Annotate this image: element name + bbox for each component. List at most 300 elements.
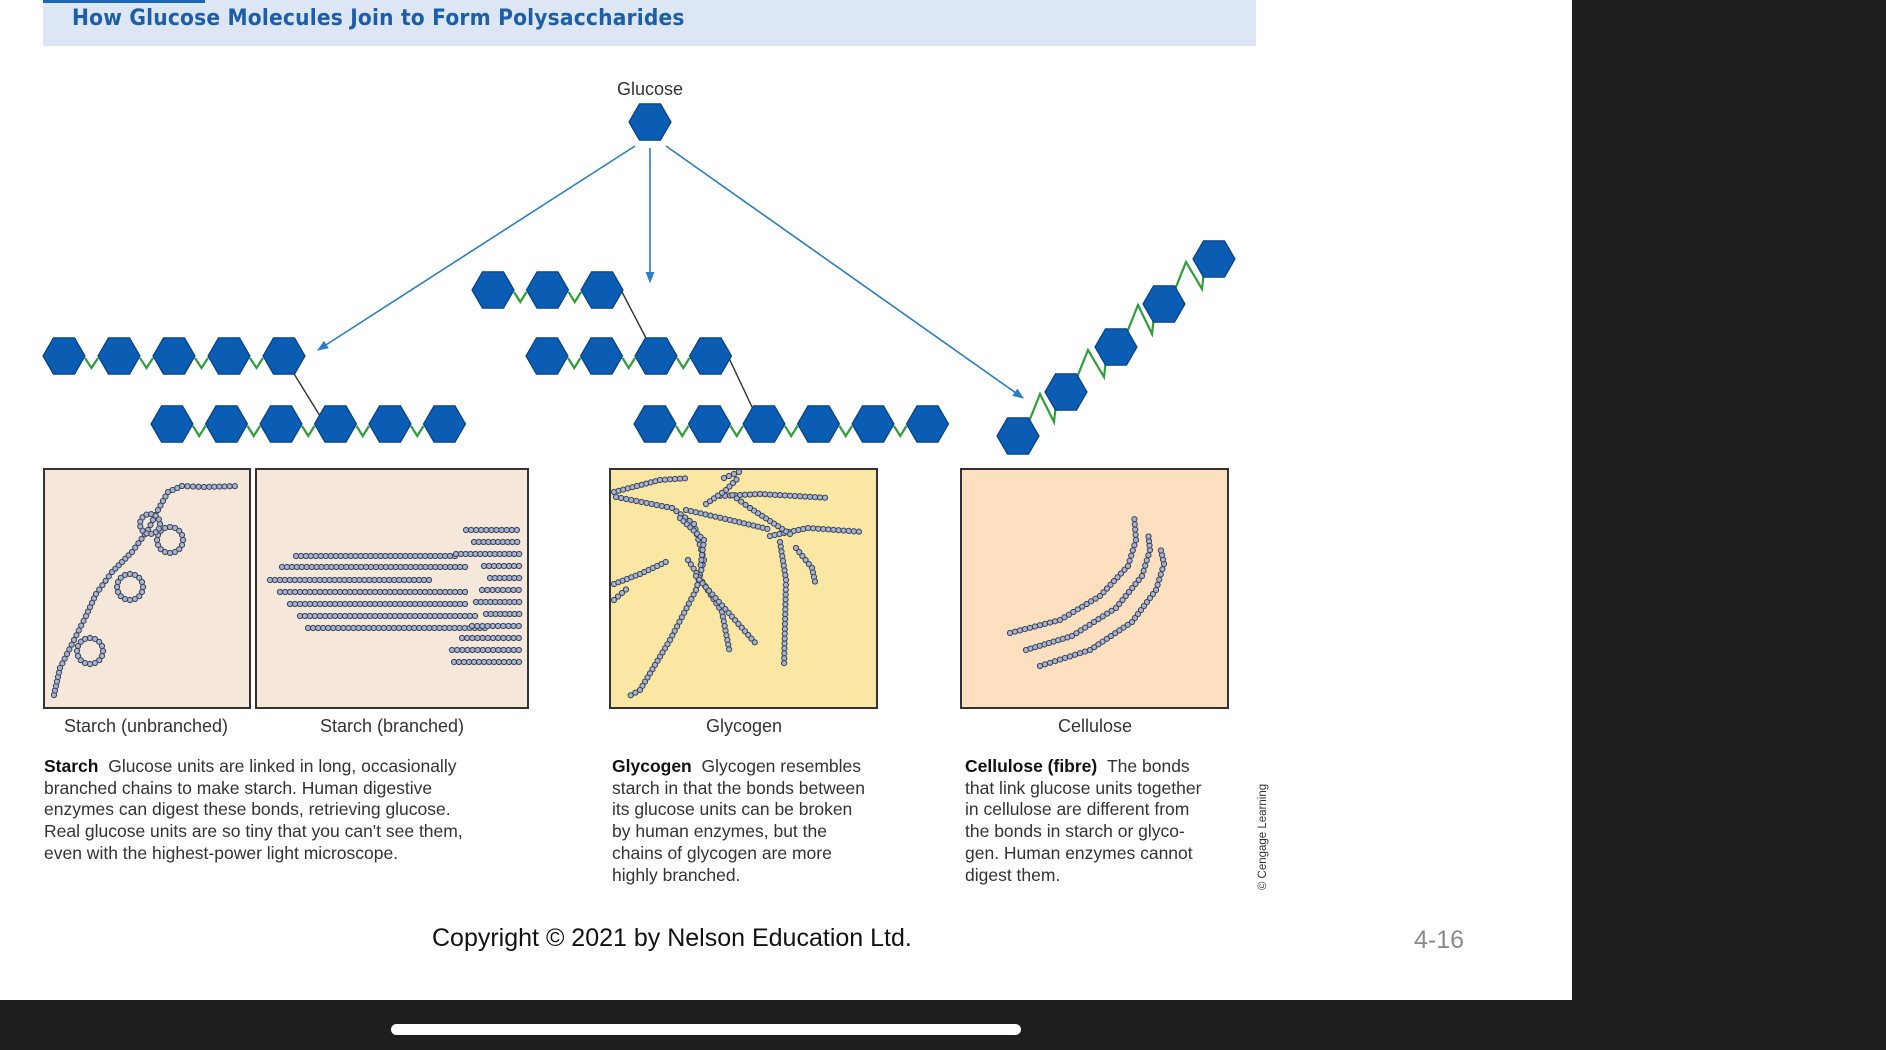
- glucose-bead: [327, 589, 332, 594]
- copyright-notice: Copyright © 2021 by Nelson Education Ltd.: [432, 924, 912, 952]
- glucose-bead: [797, 494, 802, 499]
- glucose-bead: [471, 659, 476, 664]
- glucose-bead: [422, 613, 427, 618]
- glucose-bead: [517, 551, 522, 556]
- glucose-bead: [506, 563, 511, 568]
- glucose-bead: [338, 553, 343, 558]
- glucose-bead: [289, 564, 294, 569]
- glucose-bead: [1052, 619, 1057, 624]
- glucose-hexagon-icon: [581, 272, 623, 308]
- glucose-bead: [817, 495, 822, 500]
- glucose-bead: [457, 601, 462, 606]
- glucose-hexagon-icon: [527, 272, 569, 308]
- glucose-bead: [787, 493, 792, 498]
- glucose-bead: [373, 553, 378, 558]
- glucose-bead: [376, 625, 381, 630]
- glucose-hexagon-icon: [634, 406, 676, 442]
- glucose-bead: [442, 589, 447, 594]
- glucose-bead: [343, 553, 348, 558]
- glucose-bead: [664, 504, 669, 509]
- glucose-hexagon-icon: [151, 406, 193, 442]
- glucose-bead: [298, 553, 303, 558]
- glucose-bead: [517, 575, 522, 580]
- glucose-bead: [723, 516, 728, 521]
- glucose-bead: [511, 587, 516, 592]
- glucose-bead: [1047, 660, 1052, 665]
- glucose-bead: [713, 514, 718, 519]
- glucose-bead: [371, 625, 376, 630]
- glucose-bead: [432, 625, 437, 630]
- glucose-bead: [485, 587, 490, 592]
- glucose-bead: [432, 589, 437, 594]
- glucose-bead: [831, 527, 836, 532]
- glucose-bead: [501, 647, 506, 652]
- glucose-bead: [1052, 659, 1057, 664]
- glucose-hexagon-icon: [263, 338, 305, 374]
- glucose-bead: [1146, 553, 1151, 558]
- glucose-bead: [279, 564, 284, 569]
- glucose-bead: [1042, 662, 1047, 667]
- glucose-bead: [452, 625, 457, 630]
- glucose-bead: [352, 577, 357, 582]
- glucose-bead: [232, 484, 237, 489]
- glucose-bead: [516, 623, 521, 628]
- glucose-bead: [777, 493, 782, 498]
- glucose-bead: [1130, 548, 1135, 553]
- glucose-bead: [172, 549, 177, 554]
- glucose-bead: [373, 564, 378, 569]
- glucose-bead: [393, 564, 398, 569]
- caption-glycogen: Glycogen: [705, 716, 783, 736]
- page-number: 4-16: [1414, 926, 1465, 954]
- glucose-bead: [427, 625, 432, 630]
- glucose-bead: [397, 601, 402, 606]
- glucose-bead: [703, 512, 708, 517]
- cellulose-line: in cellulose are different from: [965, 799, 1190, 820]
- glucose-bead: [506, 647, 511, 652]
- glucose-bead: [82, 636, 87, 641]
- glucose-bead: [629, 497, 634, 502]
- glucose-bead: [1017, 628, 1022, 633]
- glucose-bead: [457, 625, 462, 630]
- glucose-bead: [357, 577, 362, 582]
- glucose-bead: [407, 613, 412, 618]
- glucose-bead: [452, 589, 457, 594]
- glucose-bead: [421, 577, 426, 582]
- glucose-hexagon-icon: [43, 338, 85, 374]
- glucose-bead: [312, 589, 317, 594]
- panel-cellulose: [961, 469, 1228, 708]
- glucose-bead: [92, 660, 97, 665]
- glucose-bead: [802, 494, 807, 499]
- glucose-bead: [322, 613, 327, 618]
- panel-frame: [44, 469, 250, 708]
- glucose-bead: [506, 635, 511, 640]
- glycogen-line: chains of glycogen are more: [612, 842, 832, 863]
- glucose-bead: [388, 564, 393, 569]
- glucose-bead: [470, 647, 475, 652]
- glucose-bead: [416, 577, 421, 582]
- glucose-bead: [403, 553, 408, 558]
- glucose-bead: [485, 635, 490, 640]
- glucose-bead: [167, 550, 172, 555]
- glucose-bead: [447, 625, 452, 630]
- glucose-bead: [747, 492, 752, 497]
- glucose-bead: [292, 601, 297, 606]
- glucose-bead: [1012, 629, 1017, 634]
- glucose-bead: [474, 527, 479, 532]
- glucose-bead: [347, 577, 352, 582]
- glucose-bead: [494, 527, 499, 532]
- glucose-bead: [491, 659, 496, 664]
- glucose-bead: [408, 564, 413, 569]
- glucose-bead: [1037, 623, 1042, 628]
- glucose-bead: [465, 647, 470, 652]
- glucose-bead: [514, 527, 519, 532]
- glucose-bead: [401, 625, 406, 630]
- glucose-bead: [398, 564, 403, 569]
- glucose-bead: [417, 625, 422, 630]
- glucose-bead: [314, 564, 319, 569]
- glucose-bead: [190, 484, 195, 489]
- glucose-bead: [348, 553, 353, 558]
- glucose-bead: [457, 589, 462, 594]
- glucose-bead: [463, 527, 468, 532]
- glycogen-line: its glucose units can be broken: [612, 799, 853, 820]
- glucose-bead: [511, 623, 516, 628]
- glucose-label: Glucose: [616, 79, 684, 99]
- glucose-bead: [327, 601, 332, 606]
- glycogen-line: Glycogen resembles: [701, 756, 862, 776]
- glucose-bead: [457, 613, 462, 618]
- glucose-bead: [447, 553, 452, 558]
- glucose-bead: [378, 564, 383, 569]
- glucose-bead: [372, 577, 377, 582]
- glucose-bead: [347, 613, 352, 618]
- glucose-bead: [856, 529, 861, 534]
- glucose-bead: [701, 542, 706, 547]
- glycosidic-bond: [302, 426, 315, 436]
- glucose-bead: [1047, 620, 1052, 625]
- glucose-bead: [383, 564, 388, 569]
- glucose-bead: [618, 495, 623, 500]
- glycosidic-bond: [248, 426, 261, 436]
- glucose-bead: [367, 601, 372, 606]
- glucose-bead: [397, 613, 402, 618]
- glucose-bead: [428, 553, 433, 558]
- glucose-bead: [423, 553, 428, 558]
- glucose-bead: [1007, 630, 1012, 635]
- glucose-bead: [353, 553, 358, 558]
- glucose-bead: [516, 563, 521, 568]
- glucose-bead: [339, 564, 344, 569]
- glucose-bead: [812, 579, 817, 584]
- glycosidic-bond: [357, 426, 370, 436]
- glucose-bead: [1144, 558, 1149, 563]
- glucose-bead: [388, 553, 393, 558]
- glucose-bead: [693, 510, 698, 515]
- glucose-hexagon-icon: [635, 338, 677, 374]
- glucose-bead: [267, 577, 272, 582]
- glucose-hexagon-icon: [260, 406, 302, 442]
- glucose-bead: [495, 587, 500, 592]
- glucose-bead: [1032, 624, 1037, 629]
- image-credit: [1252, 782, 1274, 892]
- glucose-bead: [1158, 548, 1163, 553]
- glucose-bead: [496, 635, 501, 640]
- glucose-bead: [736, 469, 741, 474]
- glycosidic-bond: [514, 292, 527, 302]
- glucose-bead: [742, 492, 747, 497]
- glucose-bead: [659, 503, 664, 508]
- glucose-bead: [695, 582, 700, 587]
- glucose-bead: [490, 623, 495, 628]
- glucose-bead: [841, 528, 846, 533]
- glucose-bead: [329, 564, 334, 569]
- glucose-bead: [180, 537, 185, 542]
- glucose-bead: [317, 577, 322, 582]
- glucose-bead: [701, 537, 706, 542]
- glucose-bead: [100, 648, 105, 653]
- glucose-bead: [333, 553, 338, 558]
- glucose-bead: [412, 577, 417, 582]
- glucose-bead: [331, 625, 336, 630]
- glucose-bead: [447, 601, 452, 606]
- glucose-bead: [115, 589, 120, 594]
- starch-line: branched chains to make starch. Human digestive: [44, 777, 433, 798]
- glucose-bead: [127, 571, 132, 576]
- glycosidic-bond: [411, 426, 424, 436]
- glycogen-line: starch in that the bonds between: [612, 777, 865, 798]
- glucose-bead: [731, 471, 736, 476]
- glucose-bead: [511, 635, 516, 640]
- glucose-bead: [442, 625, 447, 630]
- glucose-bead: [227, 484, 232, 489]
- glucose-bead: [372, 589, 377, 594]
- glucose-bead: [307, 613, 312, 618]
- glucose-bead: [307, 589, 312, 594]
- glucose-hexagon-icon: [208, 338, 250, 374]
- glucose-bead: [413, 564, 418, 569]
- glucose-bead: [698, 511, 703, 516]
- glucose-bead: [654, 502, 659, 507]
- glucose-bead: [297, 613, 302, 618]
- glucose-bead: [334, 564, 339, 569]
- glucose-bead: [456, 659, 461, 664]
- glucose-bead: [1022, 627, 1027, 632]
- glucose-bead: [466, 659, 471, 664]
- glycogen-heading: Glycogen: [612, 756, 692, 776]
- glucose-bead: [634, 498, 639, 503]
- glucose-bead: [698, 562, 703, 567]
- glucose-bead: [155, 542, 160, 547]
- glucose-bead: [162, 525, 167, 530]
- glucose-bead: [99, 643, 104, 648]
- glucose-bead: [1027, 625, 1032, 630]
- glucose-bead: [349, 564, 354, 569]
- glucose-bead: [432, 613, 437, 618]
- glucose-bead: [452, 601, 457, 606]
- glucose-bead: [148, 522, 153, 527]
- glucose-bead: [485, 623, 490, 628]
- glucose-hexagon-icon: [526, 338, 568, 374]
- glucose-bead: [393, 553, 398, 558]
- glucose-bead: [1082, 649, 1087, 654]
- glycosidic-bond: [140, 358, 153, 368]
- glucose-bead: [357, 613, 362, 618]
- glycosidic-bond: [677, 358, 690, 368]
- glucose-bead: [772, 492, 777, 497]
- starch-line: Glucose units are linked in long, occasionally: [108, 756, 457, 776]
- glucose-bead: [688, 509, 693, 514]
- glucose-bead: [196, 484, 201, 489]
- glycosidic-bond: [569, 292, 582, 302]
- glucose-bead: [367, 589, 372, 594]
- glycosidic-bond: [623, 358, 636, 368]
- glucose-bead: [293, 553, 298, 558]
- glucose-bead: [1132, 517, 1137, 522]
- glucose-bead: [486, 563, 491, 568]
- glucose-hexagon-icon: [315, 406, 357, 442]
- glucose-bead: [319, 564, 324, 569]
- glucose-bead: [324, 564, 329, 569]
- glucose-bead: [292, 589, 297, 594]
- glucose-bead: [672, 476, 677, 481]
- glucose-bead: [490, 587, 495, 592]
- glucose-bead: [418, 553, 423, 558]
- glucose-bead: [382, 601, 387, 606]
- caption-starch-unbranched: Starch (unbranched): [63, 716, 229, 736]
- glucose-bead: [699, 552, 704, 557]
- glucose-bead: [397, 589, 402, 594]
- glucose-bead: [462, 564, 467, 569]
- home-indicator[interactable]: [391, 1024, 1021, 1035]
- glucose-bead: [443, 564, 448, 569]
- glucose-bead: [344, 564, 349, 569]
- glucose-bead: [316, 625, 321, 630]
- glucose-bead: [412, 589, 417, 594]
- glucose-bead: [657, 477, 662, 482]
- glucose-bead: [342, 601, 347, 606]
- glucose-bead: [322, 601, 327, 606]
- glucose-bead: [307, 601, 312, 606]
- glucose-bead: [496, 563, 501, 568]
- glucose-bead: [472, 613, 477, 618]
- glucose-bead: [417, 601, 422, 606]
- glucose-bead: [368, 553, 373, 558]
- glycogen-line: by human enzymes, but the: [612, 821, 827, 842]
- glucose-bead: [1062, 655, 1067, 660]
- glucose-bead: [501, 635, 506, 640]
- starch-line: enzymes can digest these bonds, retrieving glucose.: [44, 799, 451, 820]
- glucose-bead: [455, 647, 460, 652]
- caption-starch-branched: Starch (branched): [319, 716, 465, 736]
- glucose-bead: [391, 625, 396, 630]
- glycogen-line: highly branched.: [612, 864, 741, 885]
- glucose-bead: [461, 659, 466, 664]
- glucose-hexagon-icon: [997, 418, 1039, 454]
- glucose-bead: [277, 589, 282, 594]
- glucose-bead: [721, 475, 726, 480]
- glucose-bead: [74, 648, 79, 653]
- glucose-bead: [332, 613, 337, 618]
- glucose-bead: [387, 577, 392, 582]
- glucose-bead: [458, 564, 463, 569]
- glucose-bead: [1129, 553, 1134, 558]
- glucose-bead: [475, 647, 480, 652]
- glucose-bead: [342, 577, 347, 582]
- glucose-bead: [462, 625, 467, 630]
- glucose-bead: [1146, 534, 1151, 539]
- glucose-bead: [322, 577, 327, 582]
- glycosidic-bond: [568, 358, 581, 368]
- glucose-bead: [846, 528, 851, 533]
- glucose-chains: [43, 104, 1235, 454]
- glucose-bead: [372, 613, 377, 618]
- glucose-bead: [402, 577, 407, 582]
- glucose-bead: [422, 589, 427, 594]
- glucose-bead: [412, 601, 417, 606]
- glycosidic-bond: [676, 426, 689, 436]
- glucose-bead: [767, 492, 772, 497]
- glucose-bead: [613, 494, 618, 499]
- glucose-hexagon-icon: [424, 406, 466, 442]
- glucose-hexagon-icon: [689, 406, 731, 442]
- glucose-bead: [287, 589, 292, 594]
- glucose-bead: [1132, 522, 1137, 527]
- panel-glycogen: [610, 469, 877, 708]
- glucose-bead: [282, 577, 287, 582]
- glucose-bead: [407, 577, 412, 582]
- glucose-bead: [392, 601, 397, 606]
- glucose-bead: [517, 611, 522, 616]
- glucose-bead: [287, 577, 292, 582]
- glucose-bead: [122, 572, 127, 577]
- glucose-bead: [297, 601, 302, 606]
- glucose-bead: [1072, 652, 1077, 657]
- caption-cellulose: Cellulose: [1057, 716, 1133, 736]
- starch-description: [44, 756, 564, 865]
- glucose-bead: [511, 563, 516, 568]
- glucose-bead: [304, 564, 309, 569]
- glucose-bead: [332, 601, 337, 606]
- glucose-bead: [480, 623, 485, 628]
- glucose-bead: [332, 577, 337, 582]
- glucose-bead: [337, 577, 342, 582]
- glucose-bead: [408, 553, 413, 558]
- glucose-bead: [1158, 572, 1163, 577]
- glucose-bead: [418, 564, 423, 569]
- glucose-bead: [292, 577, 297, 582]
- panel-starch-branched: [256, 469, 528, 708]
- glucose-bead: [699, 557, 704, 562]
- glucose-bead: [623, 587, 628, 592]
- glucose-bead: [516, 647, 521, 652]
- glucose-bead: [352, 613, 357, 618]
- glycosidic-bond: [731, 426, 744, 436]
- glucose-bead: [212, 484, 217, 489]
- glucose-hexagon-icon: [743, 406, 785, 442]
- glycosidic-bond: [193, 426, 206, 436]
- glucose-bead: [354, 564, 359, 569]
- glucose-bead: [167, 524, 172, 529]
- glucose-bead: [327, 577, 332, 582]
- glycosidic-bond: [785, 426, 798, 436]
- glucose-bead: [432, 601, 437, 606]
- glucose-bead: [402, 613, 407, 618]
- glucose-bead: [427, 601, 432, 606]
- glucose-bead: [403, 564, 408, 569]
